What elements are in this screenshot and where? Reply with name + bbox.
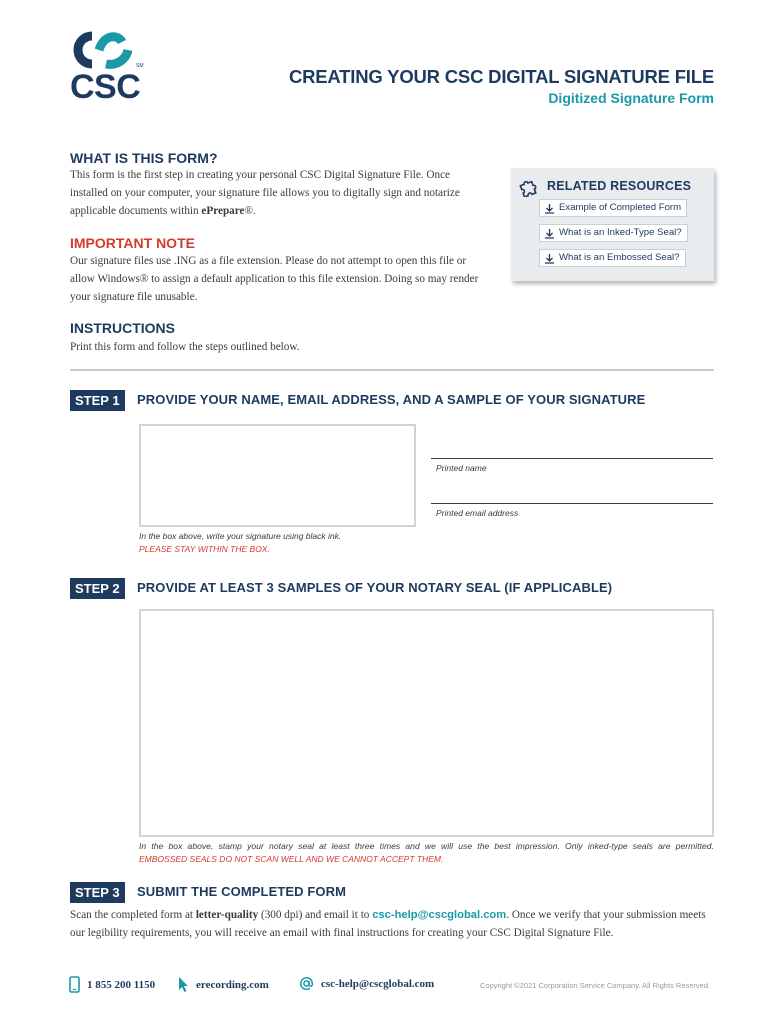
- footer-website-text: erecording.com: [196, 978, 269, 991]
- divider: [70, 369, 714, 371]
- instructions-text: Print this form and follow the steps outlined below.: [70, 341, 300, 353]
- seal-warning: EMBOSSED SEALS DO NOT SCAN WELL AND WE CANNOT ACCEPT THEM.: [139, 854, 444, 864]
- step3-text-part: Scan the completed form at: [70, 909, 196, 921]
- download-icon: [544, 228, 555, 239]
- seal-note: In the box above, stamp your notary seal at least three times and we will use the best impression. Only inked-type seals are permitted.: [139, 841, 714, 851]
- notary-seal-box[interactable]: [139, 609, 714, 837]
- resource-link-embossed-seal[interactable]: [539, 249, 686, 267]
- cursor-icon: [178, 976, 189, 993]
- what-heading: WHAT IS THIS FORM?: [70, 150, 218, 166]
- step2-title: PROVIDE AT LEAST 3 SAMPLES OF YOUR NOTARY SEAL (IF APPLICABLE): [137, 580, 613, 595]
- what-text: [70, 166, 480, 220]
- what-text-end: ®.: [244, 205, 256, 217]
- resource-link-label: What is an Inked-Type Seal?: [559, 227, 682, 238]
- printed-name-label: Printed name: [436, 463, 487, 473]
- resource-link-inked-seal[interactable]: [539, 224, 688, 242]
- step3-text: [70, 906, 720, 942]
- puzzle-icon: [519, 177, 539, 197]
- footer-email[interactable]: [299, 976, 434, 991]
- step3-title: SUBMIT THE COMPLETED FORM: [137, 884, 347, 899]
- signature-box[interactable]: [139, 424, 416, 527]
- logo-text: CSC: [70, 68, 141, 106]
- footer-email-text: csc-help@cscglobal.com: [321, 977, 435, 990]
- help-email-link[interactable]: csc-help@cscglobal.com: [372, 909, 507, 921]
- download-icon: [544, 203, 555, 214]
- download-icon: [544, 253, 555, 264]
- document-subtitle: Digitized Signature Form: [548, 90, 714, 106]
- document-title: CREATING YOUR CSC DIGITAL SIGNATURE FILE: [288, 66, 714, 87]
- what-text-main: This form is the first step in creating your personal CSC Digital Signature File. Once installed on your computer, your signature file allows you to digitally sign and notarize applicable documents within: [70, 169, 460, 217]
- footer-website[interactable]: [178, 976, 269, 993]
- resource-link-label: What is an Embossed Seal?: [559, 252, 680, 263]
- letter-quality-text: letter-quality: [195, 909, 259, 921]
- phone-icon: [69, 976, 80, 993]
- printed-email-label: Printed email address: [436, 508, 519, 518]
- footer-phone-text: 1 855 200 1150: [87, 978, 156, 991]
- important-heading: IMPORTANT NOTE: [70, 235, 195, 251]
- copyright: Copyright ©2021 Corporation Service Company. All Rights Reserved.: [480, 981, 711, 990]
- step1-title: PROVIDE YOUR NAME, EMAIL ADDRESS, AND A SAMPLE OF YOUR SIGNATURE: [137, 392, 646, 407]
- printed-name-line[interactable]: [431, 458, 713, 459]
- instructions-heading: INSTRUCTIONS: [70, 320, 175, 336]
- step2-badge: STEP 2: [70, 578, 125, 599]
- product-name: ePrepare: [201, 205, 245, 217]
- printed-email-line[interactable]: [431, 503, 713, 504]
- step3-badge: STEP 3: [70, 882, 125, 903]
- signature-note: In the box above, write your signature using black ink.: [139, 531, 342, 541]
- logo-service-mark: SM: [136, 63, 144, 69]
- important-text: Our signature files use .ING as a file extension. Please do not attempt to open this file or allow Windows® to assign a default application to this file extension. Doing so may render your signature file unusable.: [70, 255, 479, 303]
- step3-text-part: . Once we verify that your submission meets our legibility requirements, you will receive an email with final instructions for creating your CSC Digital Signature File.: [70, 909, 706, 939]
- footer-phone[interactable]: [69, 976, 155, 993]
- at-sign-icon: [299, 976, 314, 991]
- signature-warning: PLEASE STAY WITHIN THE BOX.: [139, 544, 270, 554]
- related-resources-panel: [511, 168, 714, 281]
- related-resources-title: RELATED RESOURCES: [547, 179, 692, 193]
- step3-text-part: (300 dpi) and email it to: [258, 909, 373, 921]
- step1-badge: STEP 1: [70, 390, 125, 411]
- resource-link-example-form[interactable]: [539, 199, 687, 217]
- resource-link-label: Example of Completed Form: [559, 202, 682, 213]
